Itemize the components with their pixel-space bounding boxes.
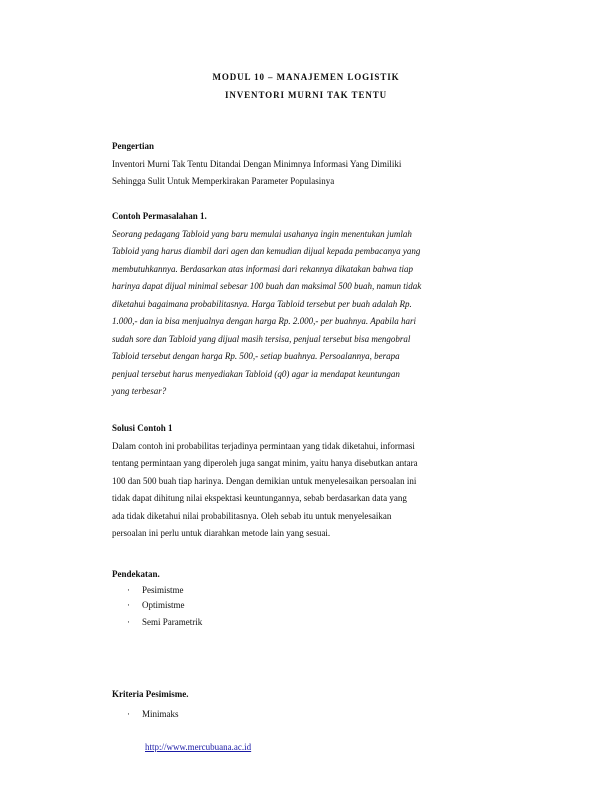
section-heading: Pendekatan. xyxy=(112,569,160,579)
paragraph-line: Inventori Murni Tak Tentu Ditandai Dengan Minimnya Informasi Yang Dimiliki xyxy=(112,158,402,169)
paragraph-line: harinya dapat dijual minimal sebesar 100 buah dan maksimal 500 buah, namun tidak xyxy=(112,281,422,291)
section-pendekatan xyxy=(112,566,502,584)
paragraph-line: diketahui bagaimana probabilitasnya. Harga Tabloid tersebut per buah adalah Rp. xyxy=(112,298,412,309)
paragraph-line: penjual tersebut harus menyediakan Tabloid (q0) agar ia mendapat keuntungan xyxy=(112,368,400,379)
paragraph-line: yang terbesar? xyxy=(112,386,167,396)
paragraph-line: Sehingga Sulit Untuk Memperkirakan Parameter Populasinya xyxy=(112,176,335,186)
paragraph-line: Tabloid yang harus diambil dari agen dan kemudian dijual kepada pembacanya yang xyxy=(112,246,421,256)
paragraph-line: tidak dapat dihitung nilai ekspektasi keuntungannya, sebab berdasarkan data yang xyxy=(112,493,407,503)
document-title: MODUL 10 – MANAJEMEN LOGISTIK xyxy=(212,72,400,82)
bullet-icon: · xyxy=(127,617,130,627)
document-subtitle: INVENTORI MURNI TAK TENTU xyxy=(224,90,388,100)
paragraph-line: persoalan ini perlu untuk diarahkan metode lain yang sesuai. xyxy=(112,528,331,538)
paragraph-line: ada tidak diketahui nilai probabilitasnya. Oleh sebab itu untuk menyelesaikan xyxy=(112,510,392,521)
paragraph-line: sudah sore dan Tabloid yang dijual masih tersisa, penjual tersebut bisa mengobral xyxy=(112,333,411,344)
paragraph-line: 1.000,- dan ia bisa menjualnya dengan harga Rp. 2.000,- per buahnya. Apabila hari xyxy=(112,316,416,326)
paragraph-line: Seorang pedagang Tabloid yang baru memulai usahanya ingin menentukan jumlah xyxy=(112,228,412,239)
paragraph-line: membutuhkannya. Berdasarkan atas informasi dari rekannya dikatakan bahwa tiap xyxy=(112,263,414,274)
paragraph-line: Dalam contoh ini probabilitas terjadinya permintaan yang tidak diketahui, informasi xyxy=(112,440,415,451)
italic-paragraph xyxy=(112,226,502,401)
paragraph-line: tentang permintaan yang diperoleh juga sangat minim, yaitu hanya disebutkan antara xyxy=(112,458,418,468)
section-heading: Kriteria Pesimisme. xyxy=(112,689,189,699)
footer-website-link[interactable]: http://www.mercubuana.ac.id xyxy=(145,742,252,752)
bullet-icon: · xyxy=(127,709,130,719)
document-page: MODUL 10 – MANAJEMEN LOGISTIK INVENTORI MURNI TAK TENTU Pengertian Inventori Murni Tak Tentu Ditandai Dengan Minimnya Informasi Yang Dimiliki Sehingga Sulit Untuk Memperkirakan Parameter Populasinya Contoh Permasalahan 1. Seorang pedagang Tabloid yang baru memulai usahanya ingin menentukan jumlah Tabloid yang harus diambil dari agen dan kemudian dijual kepada pembacanya yang membutuhkannya. Berdasarkan atas informasi dari rekannya dikatakan bahwa tiap harinya dapat dijual minimal sebesar 100 buah dan maksimal 500 buah, namun tidak diketahui bagaimana probabilitasnya. Harga Tabloid tersebut per buah adalah Rp. 1.000,- dan ia bisa menjualnya dengan harga Rp. 2.000,- per buahnya. Apabila hari sudah sore dan Tabloid yang dijual masih tersisa, penjual tersebut bisa mengobral Tabloid tersebut dengan harga Rp. 500,- setiap buahnya. Persoalannya, berapa penjual tersebut harus menyediakan Tabloid (q0) agar ia mendapat keuntungan yang terbesar? Solusi Contoh 1 Dalam contoh ini probabilitas terjadinya permintaan yang tidak diketahui, informasi tentang permintaan yang diperoleh juga sangat minim, yaitu hanya disebutkan antara 100 dan 500 buah tiap harinya. Dengan demikian untuk menyelesaikan persoalan ini tidak dapat dihitung nilai ekspektasi keuntungannya, sebab berdasarkan data yang ada tidak diketahui nilai probabilitasnya. Oleh sebab itu untuk menyelesaikan persoalan ini perlu untuk diarahkan metode lain yang sesuai. Pendekatan. · Pesimistme · Optimistme · Semi Parametrik Kriteria Pesimisme. · Minimaks http://www.mercubuana.ac.id xyxy=(0,0,612,792)
section-contoh xyxy=(112,208,502,401)
bullet-icon: · xyxy=(127,600,130,610)
section-heading: Solusi Contoh 1 xyxy=(112,423,173,433)
paragraph-line: Tabloid tersebut dengan harga Rp. 500,- setiap buahnya. Persoalannya, berapa xyxy=(112,351,400,361)
paragraph-line: 100 dan 500 buah tiap harinya. Dengan demikian untuk menyelesaikan persoalan ini xyxy=(112,475,417,486)
section-solusi xyxy=(112,420,502,543)
section-heading: Contoh Permasalahan 1. xyxy=(112,211,207,221)
bullet-icon: · xyxy=(127,585,130,595)
section-kriteria xyxy=(112,686,502,704)
section-heading: Pengertian xyxy=(112,141,154,151)
section-pengertian xyxy=(112,138,502,191)
